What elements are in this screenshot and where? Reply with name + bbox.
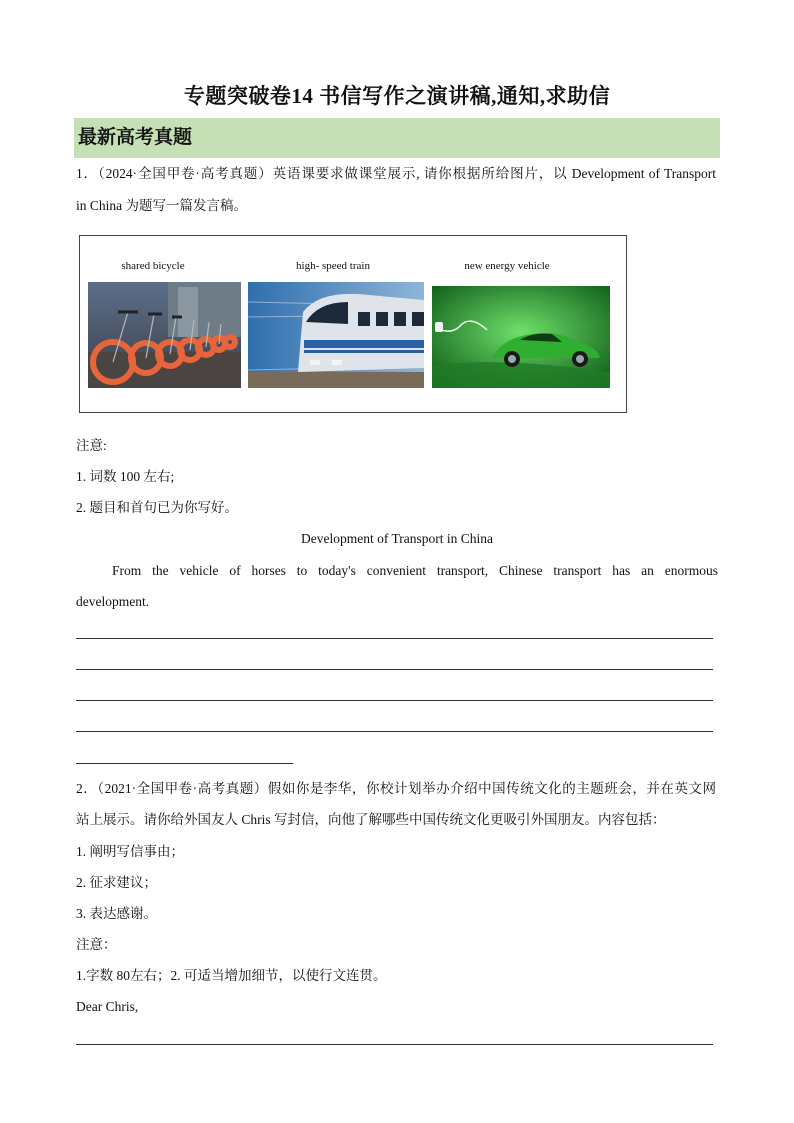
q2-point1: 1. 阐明写信事由； [76,844,184,859]
q1-intro-line2: in China 为题写一篇发言稿。 [76,198,247,213]
q1-essay-title: Development of Transport in China [301,531,493,546]
caption-new-energy-vehicle: new energy vehicle [464,260,550,272]
q2-note-line: 1.字数 80左右；2. 可适当增加细节，以使行文连贯。 [76,968,387,983]
page-title: 专题突破卷14 书信写作之演讲稿,通知,求助信 [183,84,611,108]
q2-intro-line2: 站上展示。请你给外国友人 Chris 写封信，向他了解哪些中国传统文化更吸引外国朋友。内容包括： [76,812,666,827]
caption-shared-bicycle: shared bicycle [121,260,185,272]
answer-line [76,763,293,764]
answer-line [76,638,713,639]
q1-first-sentence-line1: From the vehicle of horses to today's convenient transport, Chinese transport has an enormous [112,563,718,578]
q1-first-sentence-line2: development. [76,594,150,609]
high-speed-train-image [248,282,424,388]
q1-intro-line1: 1．（2024·全国甲卷·高考真题）英语课要求做课堂展示, 请你根据所给图片，以 Development of Transport [76,166,716,181]
q1-notes-label: 注意: [76,438,107,453]
transport-figure [79,235,627,413]
caption-high-speed-train: high- speed train [296,260,370,272]
q2-intro-line1: 2．（2021·全国甲卷·高考真题）假如你是李华，你校计划举办介绍中国传统文化的主题班会，并在英文网 [76,781,716,796]
answer-line [76,1044,713,1045]
q2-notes-label: 注意： [76,937,117,952]
answer-line [76,731,713,732]
q2-point2: 2. 征求建议； [76,875,157,890]
section-banner: 最新高考真题 [74,118,720,158]
q1-note2: 2. 题目和首句已为你写好。 [76,500,238,515]
answer-line [76,700,713,701]
q1-note1: 1. 词数 100 左右; [76,469,175,484]
shared-bicycle-image [88,282,241,388]
new-energy-vehicle-image [432,286,610,388]
answer-line [76,669,713,670]
q2-greeting: Dear Chris, [76,999,139,1014]
q2-point3: 3. 表达感谢。 [76,906,157,921]
